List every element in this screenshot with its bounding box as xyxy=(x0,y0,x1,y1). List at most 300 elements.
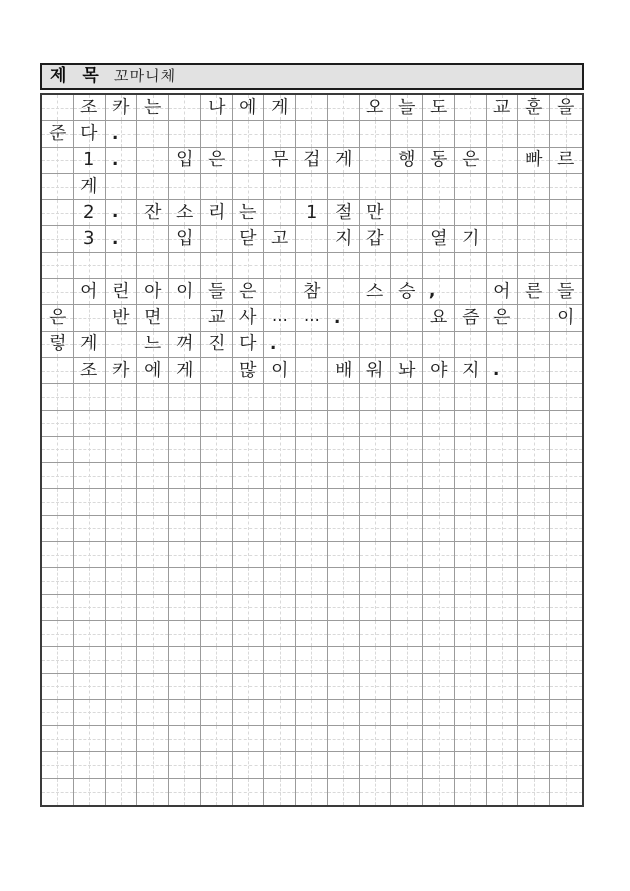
grid-cell xyxy=(42,752,74,778)
title-bar xyxy=(40,63,584,90)
handwritten-char: 은 xyxy=(207,149,226,171)
grid-cell xyxy=(487,253,519,279)
grid-cell xyxy=(233,595,265,621)
grid-cell xyxy=(550,174,582,200)
grid-cell xyxy=(328,489,360,515)
grid-cell xyxy=(328,621,360,647)
grid-cell xyxy=(137,595,169,621)
grid-cell xyxy=(137,121,169,147)
grid-cell xyxy=(391,674,423,700)
handwritten-char: 반 xyxy=(111,307,130,328)
grid-cell xyxy=(201,779,233,805)
grid-cell xyxy=(487,621,519,647)
grid-cell xyxy=(328,332,360,358)
grid-cell xyxy=(264,200,296,226)
grid-cell xyxy=(74,411,106,437)
handwritten-char: 행 xyxy=(397,149,416,171)
grid-cell xyxy=(296,752,328,778)
grid-cell xyxy=(137,674,169,700)
grid-cell xyxy=(328,516,360,542)
grid-cell xyxy=(201,253,233,279)
handwritten-char: 1 xyxy=(83,149,96,171)
grid-cell-char xyxy=(201,305,233,331)
grid-cell xyxy=(423,542,455,568)
grid-cell xyxy=(455,779,487,805)
grid-cell xyxy=(106,779,138,805)
grid-cell-char xyxy=(360,226,392,252)
grid-cell-char xyxy=(137,305,169,331)
grid-cell-char xyxy=(106,121,138,147)
grid-cell-char xyxy=(169,148,201,174)
title-label: 제 목 xyxy=(50,66,104,86)
grid-cell xyxy=(42,726,74,752)
grid-cell xyxy=(550,621,582,647)
handwritten-char: 어 xyxy=(493,280,512,302)
grid-cell xyxy=(423,568,455,594)
grid-cell xyxy=(169,647,201,673)
grid-cell xyxy=(550,647,582,673)
grid-cell xyxy=(328,384,360,410)
grid-cell xyxy=(296,516,328,542)
handwritten-char: 고 xyxy=(270,228,289,250)
grid-cell xyxy=(74,437,106,463)
handwritten-char: 놔 xyxy=(397,359,416,381)
grid-cell xyxy=(550,121,582,147)
grid-cell xyxy=(201,489,233,515)
grid-cell-char xyxy=(264,358,296,384)
grid-cell xyxy=(296,411,328,437)
grid-cell xyxy=(137,384,169,410)
grid-cell xyxy=(455,752,487,778)
grid-cell-char xyxy=(264,148,296,174)
grid-cell xyxy=(455,411,487,437)
grid-cell xyxy=(233,779,265,805)
grid-cell xyxy=(518,779,550,805)
grid-cell xyxy=(518,726,550,752)
handwritten-char: . xyxy=(111,149,119,170)
grid-cell xyxy=(487,121,519,147)
grid-cell xyxy=(169,726,201,752)
grid-cell xyxy=(487,174,519,200)
handwritten-char: 겁 xyxy=(302,149,321,171)
grid-cell xyxy=(391,595,423,621)
grid-cell xyxy=(328,779,360,805)
grid-cell xyxy=(42,253,74,279)
grid-cell xyxy=(233,253,265,279)
handwritten-char: 준 xyxy=(48,122,67,144)
handwritten-char: 은 xyxy=(461,149,480,171)
grid-cell xyxy=(106,384,138,410)
grid-cell xyxy=(328,253,360,279)
grid-cell xyxy=(169,463,201,489)
grid-cell xyxy=(423,463,455,489)
grid-cell xyxy=(391,568,423,594)
grid-cell xyxy=(455,700,487,726)
grid-cell xyxy=(518,332,550,358)
grid-cell xyxy=(233,516,265,542)
grid-cell xyxy=(487,674,519,700)
grid-cell xyxy=(328,174,360,200)
grid-cell-char xyxy=(233,226,265,252)
grid-cell-char xyxy=(360,358,392,384)
grid-cell xyxy=(423,253,455,279)
grid-cell xyxy=(360,463,392,489)
handwritten-char: … xyxy=(303,306,320,325)
grid-cell xyxy=(137,411,169,437)
handwritten-char: . xyxy=(333,307,341,328)
grid-cell xyxy=(106,542,138,568)
grid-cell-char xyxy=(201,332,233,358)
grid-cell xyxy=(455,674,487,700)
grid-cell-char xyxy=(106,148,138,174)
grid-cell xyxy=(550,200,582,226)
grid-cell xyxy=(296,779,328,805)
grid-cell xyxy=(42,542,74,568)
grid-cell-char xyxy=(74,226,106,252)
handwritten-char: 다 xyxy=(239,333,257,355)
handwritten-char: . xyxy=(111,228,119,249)
handwritten-char: 1 xyxy=(305,201,318,223)
grid-cell xyxy=(550,332,582,358)
grid-cell xyxy=(455,200,487,226)
grid-cell xyxy=(391,411,423,437)
grid-cell-char xyxy=(264,305,296,331)
grid-cell xyxy=(264,121,296,147)
grid-cell xyxy=(233,411,265,437)
grid-cell xyxy=(296,226,328,252)
grid-cell xyxy=(487,568,519,594)
grid-cell xyxy=(42,516,74,542)
grid-cell xyxy=(296,621,328,647)
grid-cell xyxy=(106,437,138,463)
grid-cell xyxy=(360,384,392,410)
handwritten-char: . xyxy=(111,202,119,223)
grid-cell xyxy=(328,95,360,121)
grid-cell xyxy=(423,621,455,647)
handwritten-char: … xyxy=(272,306,288,325)
grid-cell xyxy=(106,595,138,621)
grid-cell xyxy=(487,542,519,568)
handwritten-char: 즘 xyxy=(461,307,480,328)
grid-cell xyxy=(328,437,360,463)
grid-cell xyxy=(201,226,233,252)
grid-cell-char xyxy=(423,358,455,384)
handwritten-char: 무 xyxy=(270,149,289,171)
grid-cell-char xyxy=(487,358,519,384)
grid-cell xyxy=(518,489,550,515)
grid-cell xyxy=(42,95,74,121)
grid-cell xyxy=(169,174,201,200)
grid-cell xyxy=(487,489,519,515)
handwritten-char: 지 xyxy=(334,228,353,250)
grid-cell xyxy=(74,595,106,621)
grid-cell xyxy=(391,305,423,331)
grid-cell-char xyxy=(169,279,201,305)
grid-cell xyxy=(391,726,423,752)
grid-cell-char xyxy=(550,95,582,121)
grid-cell xyxy=(233,674,265,700)
grid-cell xyxy=(137,647,169,673)
handwritten-char: 리 xyxy=(207,201,226,223)
grid-cell xyxy=(360,305,392,331)
handwritten-char: 다 xyxy=(80,122,99,144)
grid-cell xyxy=(423,489,455,515)
grid-cell xyxy=(423,647,455,673)
grid-cell xyxy=(169,489,201,515)
grid-cell-char xyxy=(137,95,169,121)
grid-cell xyxy=(423,200,455,226)
grid-cell xyxy=(487,384,519,410)
handwritten-char: 는 xyxy=(143,96,162,118)
handwritten-char: 참 xyxy=(302,280,321,302)
grid-cell-char xyxy=(137,358,169,384)
grid-cell xyxy=(264,437,296,463)
grid-cell xyxy=(360,542,392,568)
grid-cell xyxy=(518,674,550,700)
grid-cell-char xyxy=(74,358,106,384)
grid-cell xyxy=(360,726,392,752)
grid-cell xyxy=(42,647,74,673)
handwritten-char: 갑 xyxy=(366,228,385,250)
grid-cell-char xyxy=(201,95,233,121)
grid-cell-char xyxy=(201,279,233,305)
grid-cell xyxy=(423,700,455,726)
handwritten-char: 나 xyxy=(207,96,226,118)
grid-cell xyxy=(264,647,296,673)
grid-cell-char xyxy=(391,279,423,305)
grid-cell xyxy=(137,174,169,200)
grid-cell xyxy=(391,437,423,463)
grid-cell-char xyxy=(455,305,487,331)
handwritten-char: 3 xyxy=(83,228,96,250)
grid-cell xyxy=(106,647,138,673)
handwritten-char: 요 xyxy=(429,307,448,328)
grid-cell xyxy=(137,226,169,252)
grid-cell-char xyxy=(455,358,487,384)
grid-cell xyxy=(233,726,265,752)
grid-cell xyxy=(106,621,138,647)
grid-cell-char xyxy=(137,279,169,305)
handwritten-char: 이 xyxy=(270,359,289,381)
grid-cell xyxy=(518,384,550,410)
grid-cell xyxy=(264,463,296,489)
grid-cell xyxy=(169,674,201,700)
handwritten-char: 린 xyxy=(111,280,130,302)
grid-cell xyxy=(296,726,328,752)
grid-cell xyxy=(296,700,328,726)
grid-cell-char xyxy=(264,95,296,121)
handwritten-char: . xyxy=(492,360,500,381)
handwritten-char: 승 xyxy=(397,280,416,302)
grid-cell xyxy=(201,700,233,726)
grid-cell-char xyxy=(487,279,519,305)
grid-cell xyxy=(391,200,423,226)
grid-cell-char xyxy=(169,200,201,226)
grid-cell xyxy=(360,174,392,200)
grid-cell-char xyxy=(360,200,392,226)
grid-cell xyxy=(487,200,519,226)
grid-cell xyxy=(169,779,201,805)
grid-cell-char xyxy=(391,148,423,174)
grid-cell xyxy=(391,384,423,410)
grid-cell xyxy=(137,726,169,752)
grid-cell xyxy=(296,647,328,673)
handwritten-char: 진 xyxy=(207,333,226,355)
grid-cell xyxy=(518,595,550,621)
grid-cell xyxy=(296,174,328,200)
grid-cell xyxy=(360,516,392,542)
handwritten-char: 소 xyxy=(175,201,194,223)
grid-cell xyxy=(137,437,169,463)
grid-cell xyxy=(74,516,106,542)
handwritten-char: 많 xyxy=(239,359,257,381)
grid-cell xyxy=(296,384,328,410)
handwritten-char: 카 xyxy=(111,96,130,118)
grid-cell xyxy=(233,174,265,200)
grid-cell xyxy=(201,463,233,489)
grid-cell xyxy=(201,411,233,437)
grid-cell xyxy=(455,621,487,647)
handwritten-char: 에 xyxy=(143,359,162,381)
grid-cell xyxy=(550,489,582,515)
grid-cell xyxy=(74,489,106,515)
grid-cell xyxy=(550,253,582,279)
grid-cell xyxy=(423,437,455,463)
grid-cell-char xyxy=(42,332,74,358)
grid-cell xyxy=(137,516,169,542)
grid-cell xyxy=(296,595,328,621)
grid-cell xyxy=(137,253,169,279)
grid-cell xyxy=(296,674,328,700)
handwritten-char: 에 xyxy=(239,96,257,118)
grid-cell xyxy=(328,463,360,489)
grid-cell xyxy=(137,700,169,726)
grid-cell xyxy=(42,568,74,594)
grid-cell xyxy=(455,542,487,568)
grid-cell xyxy=(487,595,519,621)
grid-cell xyxy=(455,279,487,305)
grid-cell xyxy=(233,489,265,515)
handwritten-char: 동 xyxy=(429,149,448,171)
grid-cell xyxy=(328,595,360,621)
grid-cell-char xyxy=(233,358,265,384)
grid-cell-char xyxy=(328,226,360,252)
grid-cell xyxy=(455,437,487,463)
handwritten-char: 입 xyxy=(175,228,194,250)
grid-cell xyxy=(518,568,550,594)
grid-cell xyxy=(423,516,455,542)
grid-cell xyxy=(169,516,201,542)
handwritten-char: 훈 xyxy=(524,96,543,118)
handwritten-char: 게 xyxy=(270,96,289,118)
grid-cell-char xyxy=(550,305,582,331)
grid-cell xyxy=(42,411,74,437)
grid-cell xyxy=(296,542,328,568)
grid-cell xyxy=(169,542,201,568)
grid-cell xyxy=(550,752,582,778)
handwritten-char: 게 xyxy=(334,149,353,171)
grid-cell xyxy=(74,647,106,673)
grid-cell xyxy=(201,174,233,200)
grid-cell-char xyxy=(518,148,550,174)
grid-cell xyxy=(233,437,265,463)
handwritten-char: 은 xyxy=(48,307,67,328)
grid-cell xyxy=(106,726,138,752)
grid-cell xyxy=(137,568,169,594)
grid-cell xyxy=(201,647,233,673)
grid-cell xyxy=(201,621,233,647)
grid-cell xyxy=(550,384,582,410)
grid-cell xyxy=(169,595,201,621)
grid-cell xyxy=(391,542,423,568)
grid-cell-char xyxy=(74,174,106,200)
grid-cell xyxy=(296,437,328,463)
grid-cell xyxy=(264,595,296,621)
grid-cell xyxy=(360,148,392,174)
grid-cell xyxy=(391,174,423,200)
grid-cell xyxy=(360,332,392,358)
grid-cell xyxy=(550,542,582,568)
handwritten-char: 는 xyxy=(239,201,257,223)
grid-cell-char xyxy=(233,200,265,226)
grid-cell xyxy=(74,253,106,279)
grid-cell xyxy=(233,384,265,410)
grid-cell xyxy=(296,489,328,515)
grid-cell xyxy=(201,674,233,700)
grid-cell xyxy=(360,595,392,621)
grid-cell xyxy=(360,674,392,700)
grid-cell xyxy=(201,516,233,542)
grid-cell xyxy=(487,779,519,805)
grid-cell-char xyxy=(296,148,328,174)
grid-cell xyxy=(42,358,74,384)
grid-cell xyxy=(550,226,582,252)
grid-cell xyxy=(74,621,106,647)
grid-cell xyxy=(518,621,550,647)
handwritten-char: 들 xyxy=(557,280,576,302)
grid-cell xyxy=(550,674,582,700)
grid-cell xyxy=(455,516,487,542)
grid-cell xyxy=(360,779,392,805)
grid-cell xyxy=(137,542,169,568)
grid-cell xyxy=(296,358,328,384)
grid-cell xyxy=(106,568,138,594)
grid-cell-char xyxy=(106,200,138,226)
grid-cell xyxy=(455,95,487,121)
grid-cell-char xyxy=(42,305,74,331)
grid-cell xyxy=(328,568,360,594)
grid-cell xyxy=(550,463,582,489)
grid-cell xyxy=(518,358,550,384)
grid-cell xyxy=(264,779,296,805)
grid-cell-char xyxy=(233,332,265,358)
grid-cell xyxy=(487,647,519,673)
handwritten-char: 오 xyxy=(366,96,385,118)
grid-cell xyxy=(423,674,455,700)
grid-cell-char xyxy=(550,148,582,174)
grid-cell xyxy=(106,489,138,515)
handwritten-char: 어 xyxy=(80,280,99,302)
grid-cell xyxy=(201,437,233,463)
grid-cell xyxy=(423,332,455,358)
grid-cell xyxy=(360,489,392,515)
grid-cell xyxy=(42,226,74,252)
grid-cell xyxy=(137,752,169,778)
grid-cell xyxy=(391,489,423,515)
handwritten-char: 열 xyxy=(429,228,448,250)
grid-cell xyxy=(391,463,423,489)
grid-cell xyxy=(518,226,550,252)
